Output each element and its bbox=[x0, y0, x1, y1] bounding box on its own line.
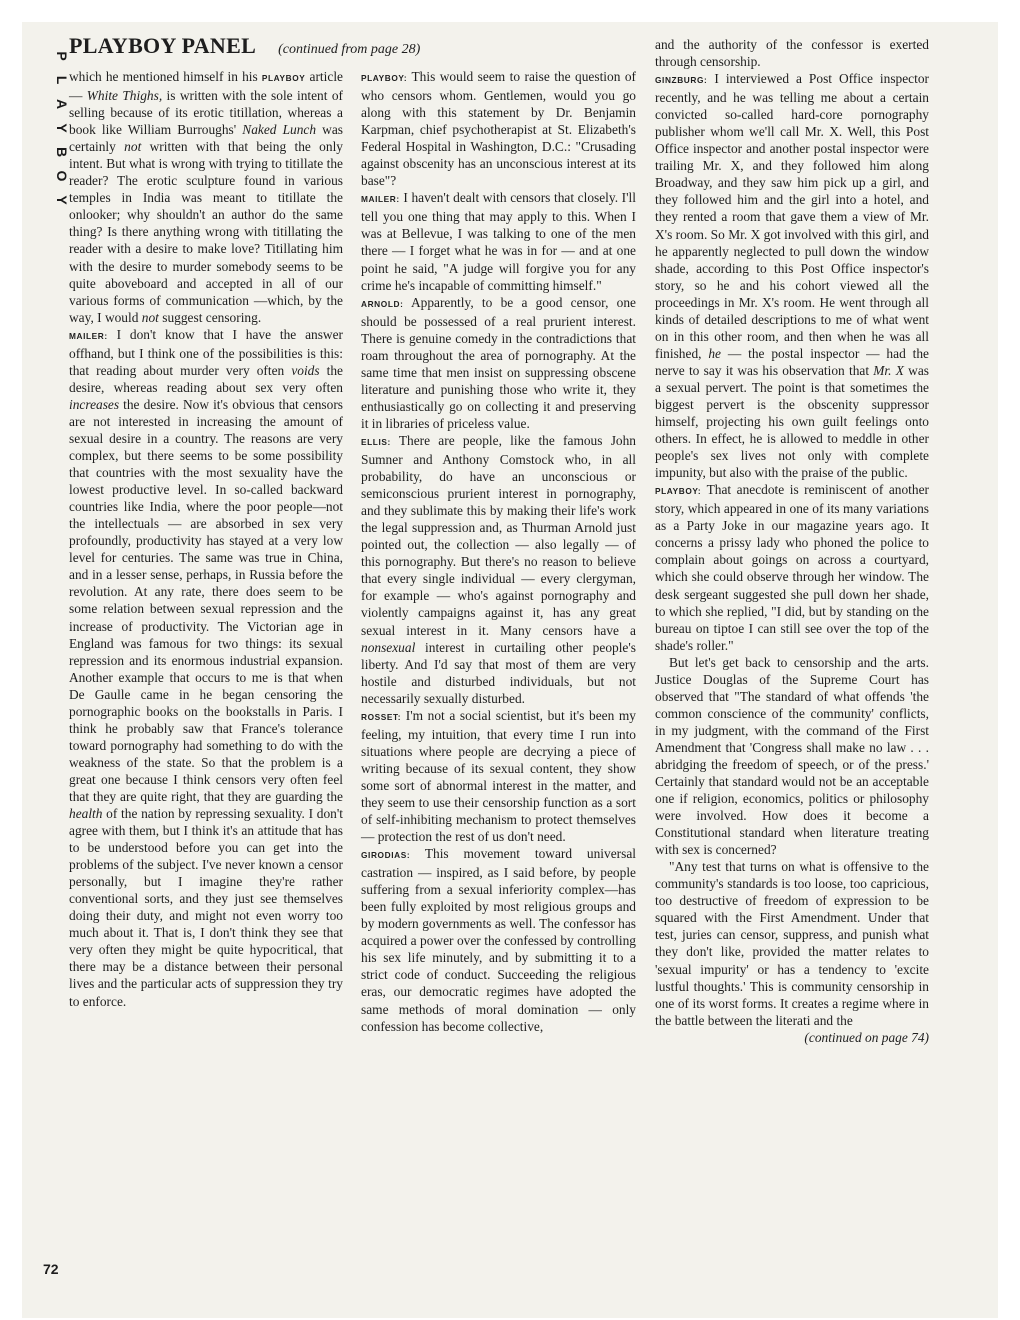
paragraph bbox=[655, 858, 929, 1028]
body-text: written with that being the only intent. But what is wrong with trying to titillate the reader? The erotic sculpture found in various temples in India was meant to titillate the onlooker; why shouldn't an author do the same thing? Is there anything wrong with titillating the reader with a desire to make love? Titillating him with the desire to murder somebody seems to be quite aboveboard and accepted in all of our various forms of communication —which, by the way, I would bbox=[69, 139, 343, 325]
section-title: PLAYBOY PANEL bbox=[69, 33, 257, 58]
masthead-letter: L bbox=[54, 75, 70, 85]
italic-text: White Thighs, bbox=[86, 88, 163, 104]
italic-text: not bbox=[141, 309, 159, 325]
body-text: I haven't dealt with censors that closely. I'll tell you one thing that may apply to this. When I was at Bellevue, I was talking to one of the men there — I forget what he was in for — and at one point he said, "A judge will forgive you for any crime he's incapable of committing himself." bbox=[361, 190, 636, 293]
text-column-2 bbox=[361, 68, 636, 1035]
text-column-1 bbox=[69, 68, 343, 1010]
italic-text: voids bbox=[291, 362, 320, 378]
body-text: "Any test that turns on what is offensive to the community's standards is too loose, too capricious, too destructive of freedom of expression to be squared with the First Amendment. Under that test, juries can censor, suppress, and punish what they don't like, provided the matter relates to 'sexual impurity' or has a tendency to 'excite lustful thoughts.' This is community censorship in one of its worst forms. It creates a regime where in the battle between the literati and the bbox=[655, 859, 929, 1028]
body-text: was certainly bbox=[69, 122, 343, 155]
italic-text: increases bbox=[69, 396, 120, 412]
paragraph bbox=[69, 68, 343, 326]
italic-text: Mr. X bbox=[873, 362, 904, 378]
paragraph bbox=[655, 481, 929, 653]
continued-from-note: (continued from page 28) bbox=[278, 42, 421, 57]
body-text: is written with the sole intent of selling because of its erotic titillation, whereas a book like William Burroughs' bbox=[69, 88, 343, 138]
paragraph bbox=[69, 326, 343, 1010]
masthead-letter: O bbox=[54, 170, 70, 182]
text-column-3 bbox=[655, 36, 929, 1046]
speaker-name: ROSSET: bbox=[361, 711, 402, 722]
speaker-name: ARNOLD: bbox=[361, 298, 404, 309]
italic-text: nonsexual bbox=[361, 639, 416, 655]
paragraph bbox=[361, 294, 636, 432]
body-text: This would seem to raise the question of who censors whom. Gentlemen, would you go along with this statement by Dr. Benjamin Karpman, chief psychotherapist at St. Elizabeth's Federal Hospital in Washington, D.C.: "Crusading against obscenity has an unconscious interest at its base"? bbox=[361, 69, 636, 189]
speaker-name: PLAYBOY: bbox=[361, 73, 408, 83]
masthead-letter: P bbox=[54, 51, 70, 61]
body-text: I'm not a social scientist, but it's been my feeling, my intuition, that every time I run into situations where people are decrying a piece of writing because of its sexual content, they show some sort of abnormal interest in the matter, and they seem to use their censorship function as a sort of self-inhibiting mechanism to protect themselves — protection the rest of us don't need. bbox=[361, 707, 636, 845]
speaker-name: GIRODIAS: bbox=[361, 850, 411, 861]
masthead-letter: B bbox=[54, 146, 70, 158]
body-text: suggest censoring. bbox=[158, 309, 262, 325]
paragraph bbox=[361, 845, 636, 1035]
body-text: article — bbox=[69, 69, 343, 104]
body-text: was a sexual pervert. The point is that sometimes the biggest pervert is the obscenity suppressor himself, projecting his own guilt feelings onto others. In effect, he is allowed to meddle in other people's sex lives not only with complete impunity, but also with the praise of the public. bbox=[655, 362, 929, 481]
paragraph bbox=[655, 36, 929, 70]
italic-text: Naked Lunch bbox=[242, 122, 317, 138]
paragraph bbox=[361, 189, 636, 293]
masthead-letter: Y bbox=[54, 123, 70, 133]
body-text: That anecdote is reminiscent of another story, which appeared in one of its many variations as a Party Joke in our magazine years ago. It concerns a prissy lady who phoned the police to complain about goings on across a courtyard, which she could observe through her window. The desk sergeant suggested she pull down her shade, to which she replied, "I did, but by standing on the bureau on tiptoe I can still see over the top of the shade's roller." bbox=[655, 482, 929, 653]
page-number: 72 bbox=[43, 1261, 59, 1277]
italic-text: not bbox=[124, 139, 142, 155]
speaker-name: GINZBURG: bbox=[655, 75, 708, 86]
body-text: the desire, whereas reading about sex very often bbox=[69, 362, 343, 395]
body-text: which he mentioned himself in his bbox=[69, 69, 262, 84]
italic-text: he bbox=[708, 345, 721, 361]
body-text: There are people, like the famous John Sumner and Anthony Comstock who, in all probability, do have an unconscious or semiconscious prurient interest in pornography, and they sublimate this by making their life's work the legal suppression and, as Thurman Arnold just pointed out, the collection — also legally — of this pornography. But there's no reason to believe that every single individual — every clergyman, for example — who's against pornography and violently campaigns against it, has any great sexual interest in it. Many censors have a bbox=[361, 432, 636, 638]
paragraph bbox=[361, 707, 636, 845]
body-text: the desire. Now it's obvious that censors are not interested in increasing the amount of sexual desire in a country. The reasons are very complex, but there seems to be some possibility that countries with the most sexuality have the lowest productive level. In so-called backward countries like India, where the poor people—not the intellectuals — are absorbed in sex very profoundly, productivity has stayed at a very low level for centuries. The same was true in China, and in a lesser sense, perhaps, in Russia before the revolution. At any rate, there does seem to be some relation between sexual repression and the increase of productivity. The Victorian age in England was famous for two things: its sexual repression and its enormous industrial expansion. Another example that occurs to me is that when De Gaulle came in he began censoring the pornographic books on the bookstalls in Paris. I think he probably saw that France's tolerance toward pornography had something to do with the weakness of the state. So that the problem is a great one because I think censors very often feel that they are quite right, that they are guarding the bbox=[69, 396, 343, 804]
paragraph bbox=[655, 70, 929, 481]
section-header bbox=[69, 33, 420, 59]
body-text: I interviewed a Post Office inspector recently, and he was telling me about a certain convicted so-called hard-core pornography publisher whom we'll call Mr. X. Well, this Post Office inspector and another postal inspector were trailing Mr. X, and they followed him along Broadway, and they saw him pick up a girl, and they followed him and the girl into a hotel, and they rented a room that gave them a view of Mr. X's room. So Mr. X got involved with this girl, and he apparently neglected to pull down the window shade, according to this Post Office inspector's story, so he and his cohort viewed all the proceedings in Mr. X's room. He went through all kinds of detailed descriptions to me of what went on in this other room, and then when he was all finished, bbox=[655, 71, 929, 361]
body-text: — the postal inspector — had the nerve to say it was his observation that bbox=[655, 345, 929, 378]
masthead-letter: A bbox=[54, 98, 70, 110]
body-text: and the authority of the confessor is exerted through censorship. bbox=[655, 37, 929, 70]
body-text: This movement toward universal castration — inspired, as I said before, by people suffering from a sexual inferiority complex—has been fully exploited by most religious groups and by modern governments as well. The confessor has acquired a power over the confessed by controlling his sex life minutely, and by submitting it to a strict code of conduct. Succeeding the religious eras, our democratic regimes have adopted the same methods of moral domination — only confession has become collective, bbox=[361, 846, 636, 1034]
speaker-name: MAILER: bbox=[69, 330, 108, 341]
paragraph bbox=[361, 432, 636, 707]
masthead-letter: Y bbox=[54, 195, 70, 205]
body-text: Apparently, to be a good censor, one should be possessed of a real prurient interest. There is genuine comedy in the contradictions that roam throughout the area of pornography. At the same time that men insist on suppressing obscene literature and punishing those who write it, they enthusiastically go on collecting it and preserving it in libraries of priceless value. bbox=[361, 294, 636, 431]
body-text: But let's get back to censorship and the arts. Justice Douglas of the Supreme Court has observed that "The standard of what offends 'the common conscience of the community' conflicts, in my judgment, with the command of the First Amendment that 'Congress shall make no law . . . abridging the freedom of speech, or of the press.' Certainly that standard would not be an acceptable one if religion, economics, politics or philosophy were involved. How does it become a Constitutional standard when literature treating with sex is concerned? bbox=[655, 654, 929, 858]
body-text: of the nation by repressing sexuality. I don't agree with them, but I think it's an attitude that has to be understood before you can get into the problems of the subject. I've never known a censor personally, but I imagine they're rather conventional sorts, and they just see themselves doing their duty, and might not even worry too much about it. That is, I don't think they see that very often they might be quite hypocritical, that there may be a distance between their personal lives and the particular acts of suppression they try to enforce. bbox=[69, 806, 343, 1009]
small-caps-text: PLAYBOY bbox=[261, 73, 306, 83]
body-text: interest in curtailing other people's liberty. And I'd say that most of them are very hostile and disturbed individuals, but not necessarily sexually disturbed. bbox=[361, 639, 636, 706]
speaker-name: PLAYBOY: bbox=[655, 486, 702, 497]
paragraph bbox=[655, 654, 929, 859]
speaker-name: MAILER: bbox=[361, 194, 400, 205]
speaker-name: ELLIS: bbox=[361, 436, 391, 447]
continued-on-note: (continued on page 74) bbox=[804, 1029, 929, 1045]
body-text: I don't know that I have the answer offhand, but I think one of the possibilities is this: that reading about murder very often bbox=[69, 326, 343, 378]
italic-text: health bbox=[69, 806, 103, 822]
paragraph bbox=[361, 68, 636, 189]
